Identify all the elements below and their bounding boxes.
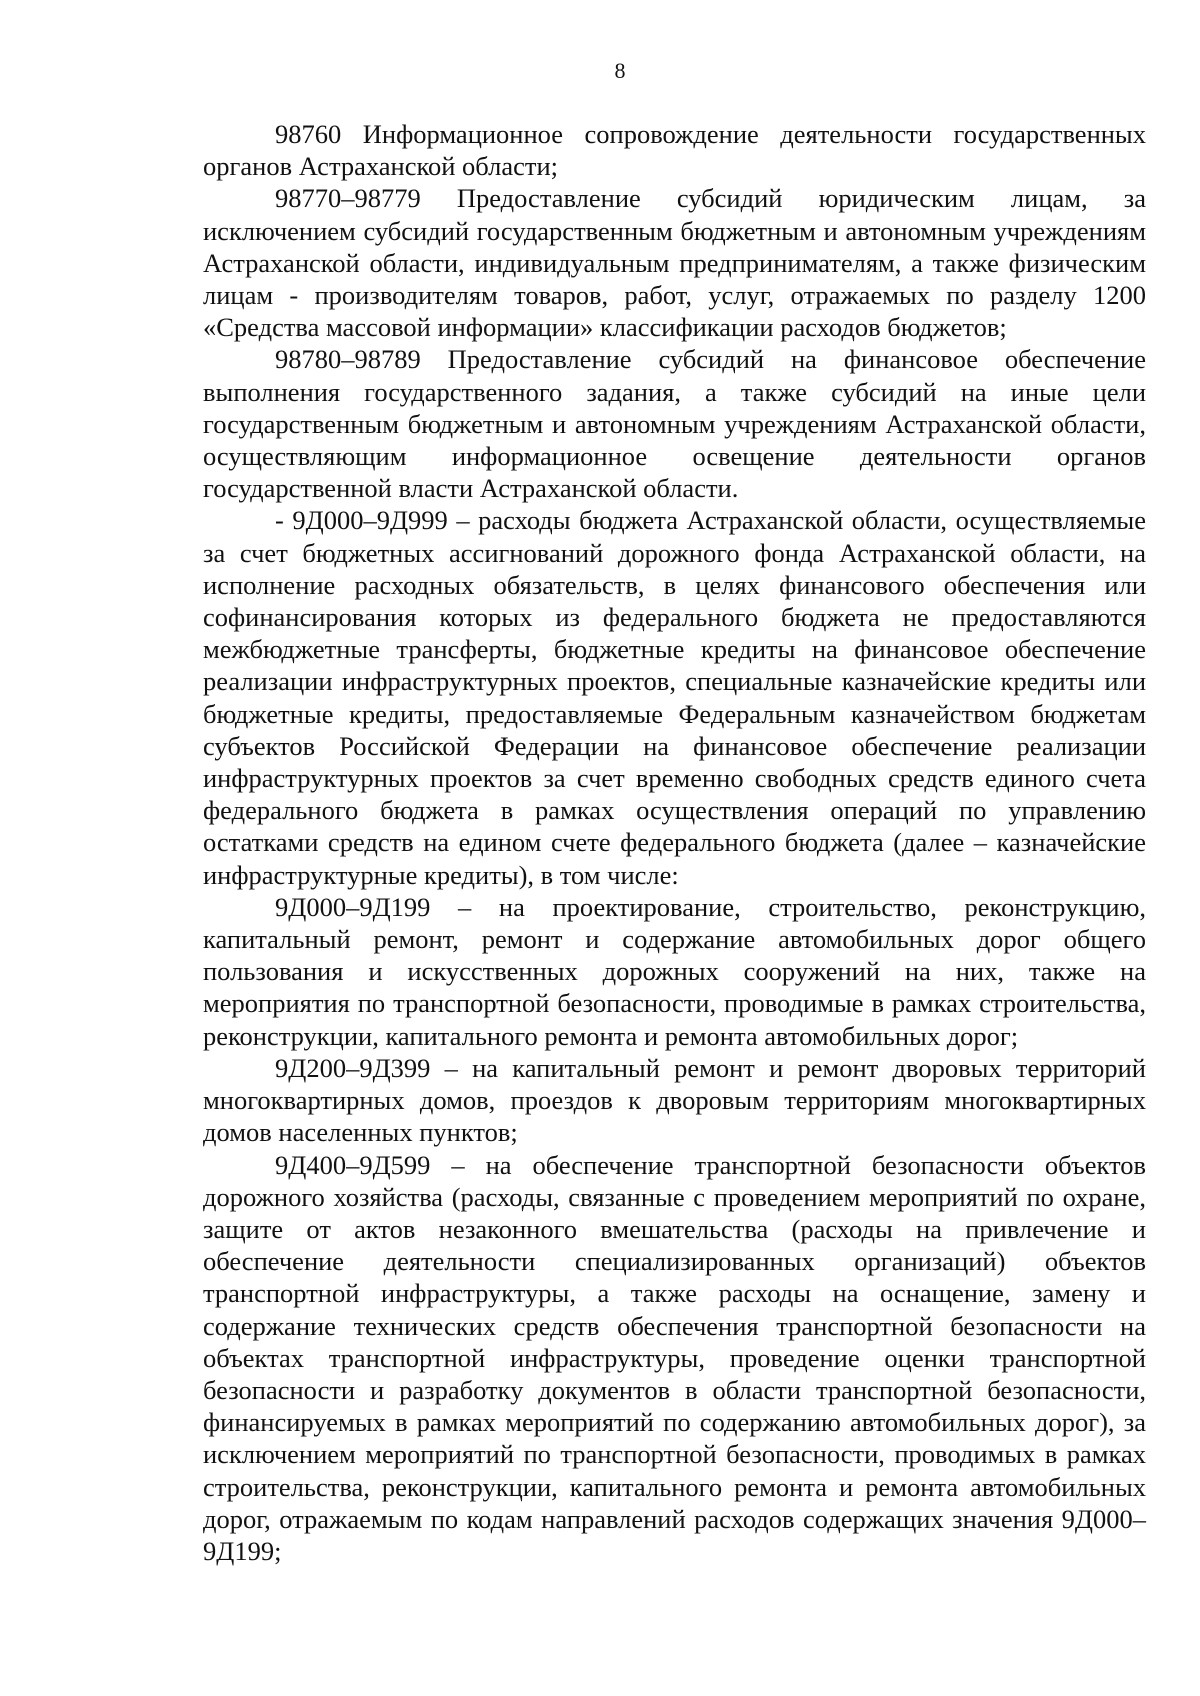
paragraph-98760: 98760 Информационное сопровождение деятельности государственных органов Астраханской области;	[203, 119, 1146, 182]
paragraph-98780-98789: 98780–98789 Предоставление субсидий на финансовое обеспечение выполнения государственного задания, а также субсидий на иные цели государственным бюджетным и автономным учреждениям Астраханской области, осуществляющим информационное освещение деятельности органов государственной власти Астраханской области.	[203, 344, 1146, 504]
paragraph-98770-98779: 98770–98779 Предоставление субсидий юридическим лицам, за исключением субсидий государственным бюджетным и автономным учреждениям Астраханской области, индивидуальным предпринимателям, а также физическим лицам - производителям товаров, работ, услуг, отражаемых по разделу 1200 «Средства массовой информации» классификации расходов бюджетов;	[203, 183, 1146, 343]
paragraph-9d000-9d199: 9Д000–9Д199 – на проектирование, строительство, реконструкцию, капитальный ремонт, ремонт и содержание автомобильных дорог общего пользования и искусственных дорожных сооружений на них, также на мероприятия по транспортной безопасности, проводимые в рамках строительства, реконструкции, капитального ремонта и ремонта автомобильных дорог;	[203, 891, 1146, 1051]
paragraph-9d000-9d999: - 9Д000–9Д999 – расходы бюджета Астраханской области, осуществляемые за счет бюджетных ассигнований дорожного фонда Астраханской области, на исполнение расходных обязательств, в целях финансового обеспечения или софинансирования которых из федерального бюджета не предоставляются межбюджетные трансферты, бюджетные кредиты на финансовое обеспечение реализации инфраструктурных проектов, специальные казначейские кредиты или бюджетные кредиты, предоставляемые Федеральным казначейством бюджетам субъектов Российской Федерации на финансовое обеспечение реализации инфраструктурных проектов за счет временно свободных средств единого счета федерального бюджета в рамках осуществления операций по управлению остатками средств на едином счете федерального бюджета (далее – казначейские инфраструктурные кредиты), в том числе:	[203, 505, 1146, 890]
page-number: 8	[614, 58, 626, 83]
document-body	[203, 118, 1146, 1567]
paragraph-9d400-9d599: 9Д400–9Д599 – на обеспечение транспортной безопасности объектов дорожного хозяйства (расходы, связанные с проведением мероприятий по охране, защите от актов незаконного вмешательства (расходы на привлечение и обеспечение деятельности специализированных организаций) объектов транспортной инфраструктуры, а также расходы на оснащение, замену и содержание технических средств обеспечения транспортной безопасности на объектах транспортной инфраструктуры, проведение оценки транспортной безопасности и разработку документов в области транспортной безопасности, финансируемых в рамках мероприятий по содержанию автомобильных дорог), за исключением мероприятий по транспортной безопасности, проводимых в рамках строительства, реконструкции, капитального ремонта и ремонта автомобильных дорог, отражаемым по кодам направлений расходов содержащих значения 9Д000–9Д199;	[203, 1149, 1146, 1566]
paragraph-9d200-9d399: 9Д200–9Д399 – на капитальный ремонт и ремонт дворовых территорий многоквартирных домов, проездов к дворовым территориям многоквартирных домов населенных пунктов;	[203, 1052, 1146, 1148]
